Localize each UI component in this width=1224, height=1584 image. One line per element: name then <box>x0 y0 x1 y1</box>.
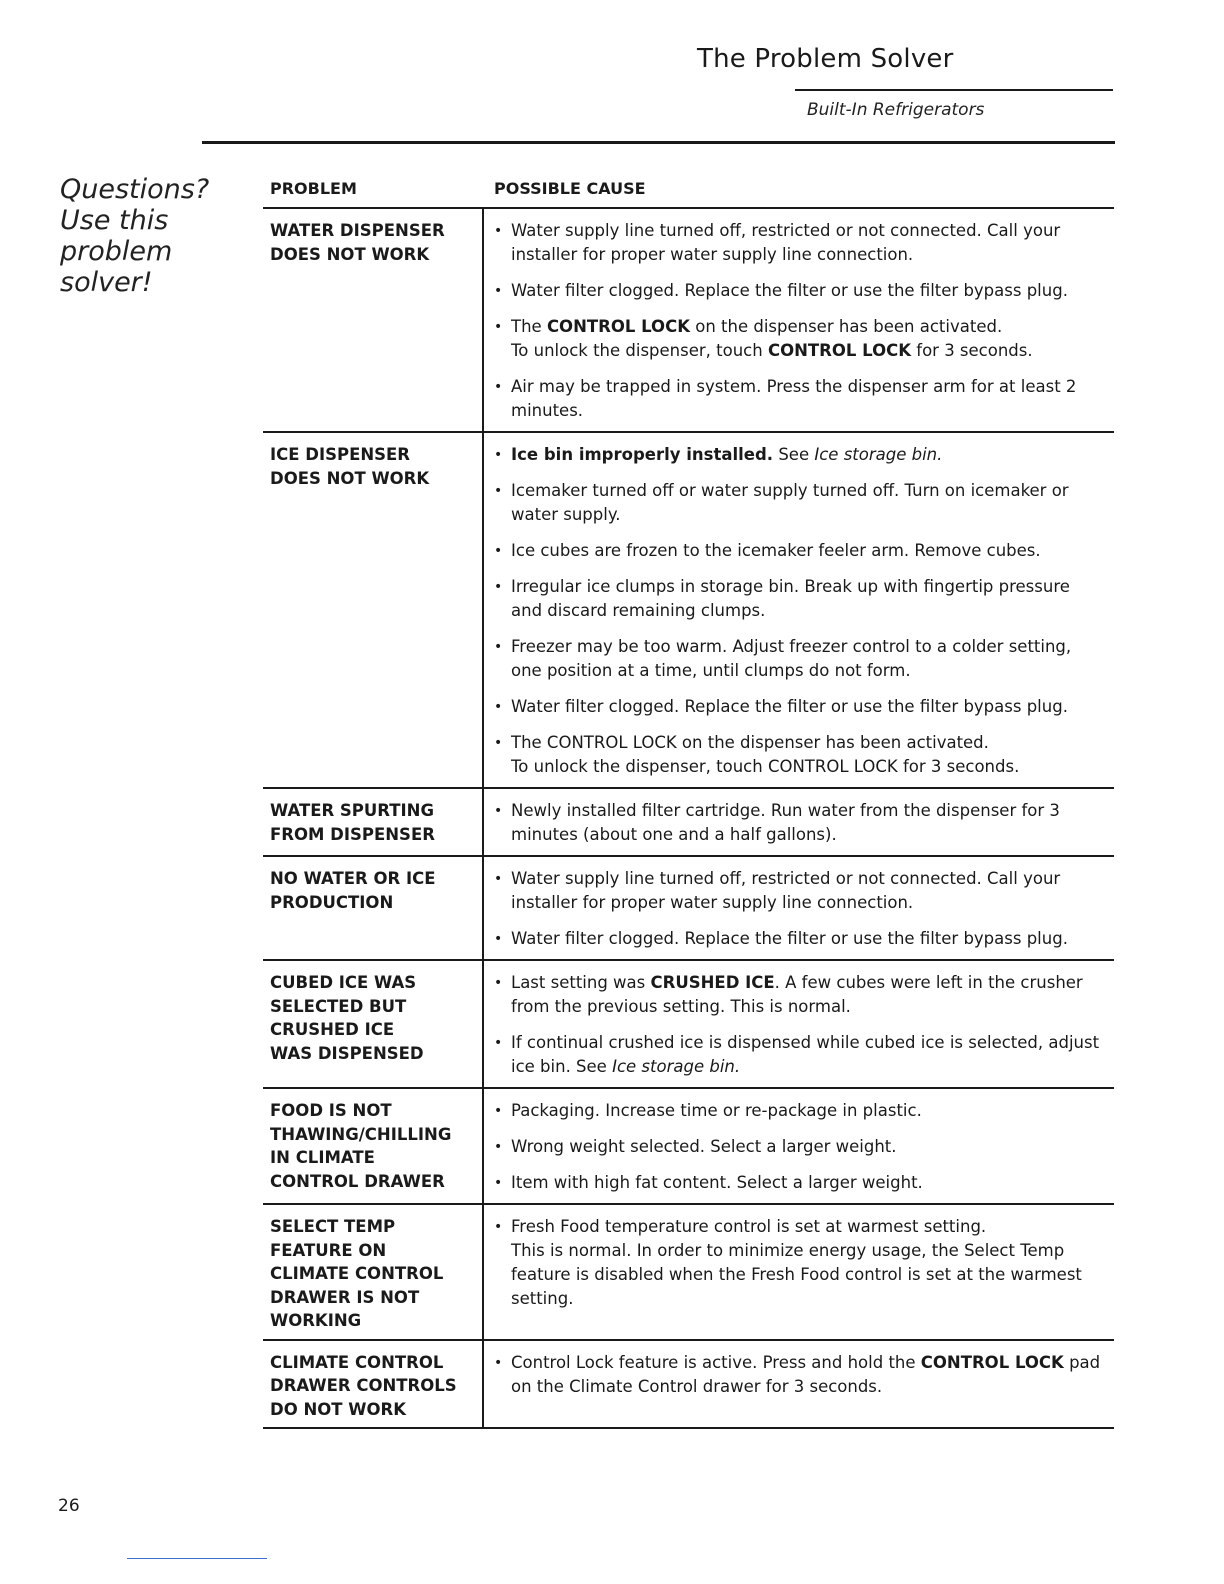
bullet-icon: • <box>494 543 503 559</box>
cause-text: To unlock the dispenser, touch CONTROL LOCK for 3 seconds. <box>511 757 1020 776</box>
problem-text: CONTROL DRAWER <box>270 1171 445 1191</box>
cause-item <box>494 315 1106 363</box>
column-header-problem: PROBLEM <box>270 179 357 198</box>
cause-cell <box>484 433 1114 787</box>
bullet-icon: • <box>494 1175 503 1191</box>
table-row <box>263 433 1114 789</box>
header-divider <box>202 141 1115 144</box>
cause-text: Air may be trapped in system. Press the dispenser arm for at least 2 minutes. <box>511 377 1077 420</box>
problem-text: FOOD IS NOT <box>270 1101 392 1120</box>
problem-text: WORKING <box>270 1311 362 1330</box>
cause-item <box>494 1215 1106 1311</box>
problem-cell <box>263 1341 484 1428</box>
cause-text: The CONTROL LOCK on the dispenser has been activated. <box>511 733 989 752</box>
cause-item <box>494 1031 1106 1079</box>
problem-cell <box>263 209 484 431</box>
cause-text: Water filter clogged. Replace the filter or use the filter bypass plug. <box>511 697 1068 716</box>
side-note <box>60 174 240 298</box>
problem-text: CRUSHED ICE <box>270 1020 395 1039</box>
cause-text: for 3 seconds. <box>911 341 1033 360</box>
cause-text: Packaging. Increase time or re-package in plastic. <box>511 1101 922 1120</box>
cause-text: Last setting was <box>511 973 651 992</box>
cause-item <box>494 479 1106 527</box>
cause-reference: Ice storage bin. <box>814 445 943 464</box>
cause-text: Wrong weight selected. Select a larger weight. <box>511 1137 897 1156</box>
cause-item <box>494 927 1106 951</box>
cause-text: . A few cubes were left in the crusher from the previous setting. This is normal. <box>511 973 1083 1016</box>
bullet-icon: • <box>494 699 503 715</box>
problem-cell <box>263 857 484 959</box>
bullet-icon: • <box>494 639 503 655</box>
cause-reference: Ice storage bin. <box>612 1057 741 1076</box>
table-row <box>263 857 1114 961</box>
cause-cell <box>484 961 1114 1087</box>
problem-text: FROM DISPENSER <box>270 824 435 844</box>
cause-text: pad on the Climate Control drawer for 3 seconds. <box>511 1352 1101 1396</box>
cause-emphasis: Ice bin improperly installed. <box>511 445 774 464</box>
cause-emphasis: CONTROL LOCK <box>920 1352 1064 1372</box>
column-header-cause: POSSIBLE CAUSE <box>494 179 646 198</box>
bullet-icon: • <box>494 1354 503 1371</box>
problem-cell <box>263 1089 484 1203</box>
cause-emphasis: CRUSHED ICE <box>650 973 775 992</box>
bullet-icon: • <box>494 379 503 395</box>
cause-cell <box>484 857 1114 959</box>
side-note-line: Use this <box>60 205 169 236</box>
side-note-line: Questions? <box>60 174 210 205</box>
cause-item <box>494 971 1106 1019</box>
cause-text: Control Lock feature is active. Press and hold the <box>511 1352 921 1372</box>
cause-item <box>494 1171 1106 1195</box>
cause-text: This is normal. In order to minimize energy usage, the Select Temp feature is disabled when the Fresh Food control is set at the warmest setting. <box>511 1241 1082 1308</box>
cause-text: If continual crushed ice is dispensed while cubed ice is selected, adjust ice bin. See <box>511 1033 1100 1076</box>
cause-item <box>494 1135 1106 1159</box>
problem-text: NO WATER OR ICE <box>270 869 436 888</box>
table-row <box>263 961 1114 1089</box>
problem-text: DRAWER IS NOT <box>270 1287 420 1307</box>
cause-item <box>494 635 1106 683</box>
cause-item <box>494 1099 1106 1123</box>
problem-text: CLIMATE CONTROL <box>270 1352 444 1372</box>
problem-text: CLIMATE CONTROL <box>270 1264 444 1283</box>
cause-item <box>494 731 1106 779</box>
table-row <box>263 1205 1114 1341</box>
bullet-icon: • <box>494 1103 503 1119</box>
table-row <box>263 1089 1114 1205</box>
problem-text: SELECT TEMP <box>270 1217 396 1236</box>
cause-item <box>494 1351 1106 1399</box>
cause-text: Water supply line turned off, restricted or not connected. Call your installer for proper water supply line connection. <box>511 869 1061 912</box>
problem-text: DOES NOT WORK <box>270 468 430 488</box>
problem-text: FEATURE ON <box>270 1240 387 1260</box>
bullet-icon: • <box>494 975 503 991</box>
problem-text: THAWING/CHILLING <box>270 1124 452 1144</box>
cause-item <box>494 695 1106 719</box>
cause-item <box>494 575 1106 623</box>
cause-cell <box>484 1089 1114 1203</box>
problem-text: PRODUCTION <box>270 892 394 912</box>
problem-text: CUBED ICE WAS <box>270 973 417 992</box>
cause-cell <box>484 1341 1114 1428</box>
cause-item <box>494 539 1106 563</box>
cause-text: Water supply line turned off, restricted or not connected. Call your installer for proper water supply line connection. <box>511 221 1061 264</box>
side-note-line: problem <box>60 236 173 267</box>
problem-cell <box>263 433 484 787</box>
cause-text: on the dispenser has been activated. <box>689 317 1003 336</box>
cause-text: Item with high fat content. Select a larger weight. <box>511 1173 923 1192</box>
cause-item <box>494 443 1106 467</box>
bullet-icon: • <box>494 735 503 751</box>
bullet-icon: • <box>494 319 503 335</box>
title-divider <box>795 89 1113 91</box>
problem-text: IN CLIMATE <box>270 1148 375 1167</box>
bullet-icon: • <box>494 871 503 887</box>
cause-text: The <box>511 317 547 336</box>
problem-solver-table <box>263 176 1114 1429</box>
cause-item <box>494 867 1106 915</box>
cause-text: Water filter clogged. Replace the filter or use the filter bypass plug. <box>511 281 1068 300</box>
side-note-line: solver! <box>60 267 153 298</box>
cause-text: Freezer may be too warm. Adjust freezer control to a colder setting, one position at a time, until clumps do not form. <box>511 637 1072 680</box>
bullet-icon: • <box>494 931 503 947</box>
cause-item <box>494 375 1106 423</box>
problem-text: WATER SPURTING <box>270 801 435 820</box>
cause-emphasis: CONTROL LOCK <box>767 341 912 360</box>
cause-text: Irregular ice clumps in storage bin. Break up with fingertip pressure and discard remaining clumps. <box>511 577 1070 620</box>
problem-text: DO NOT WORK <box>270 1399 407 1419</box>
problem-text: DRAWER CONTROLS <box>270 1376 457 1395</box>
table-body <box>263 209 1114 1429</box>
table-header <box>263 176 1114 209</box>
cause-text: To unlock the dispenser, touch <box>511 341 768 360</box>
problem-text: WATER DISPENSER <box>270 221 445 240</box>
problem-text: ICE DISPENSER <box>270 445 411 464</box>
problem-cell <box>263 789 484 855</box>
problem-cell <box>263 961 484 1087</box>
cause-text: Ice cubes are frozen to the icemaker feeler arm. Remove cubes. <box>511 541 1041 560</box>
bullet-icon: • <box>494 483 503 499</box>
bullet-icon: • <box>494 283 503 299</box>
table-row <box>263 1341 1114 1430</box>
cause-cell <box>484 1205 1114 1339</box>
cause-text: Icemaker turned off or water supply turned off. Turn on icemaker or water supply. <box>511 481 1069 524</box>
cause-cell <box>484 209 1114 431</box>
bullet-icon: • <box>494 579 503 595</box>
bullet-icon: • <box>494 803 503 819</box>
page-number: 26 <box>58 1496 80 1516</box>
table-row <box>263 789 1114 857</box>
cause-text: Water filter clogged. Replace the filter or use the filter bypass plug. <box>511 929 1068 948</box>
bullet-icon: • <box>494 1139 503 1155</box>
cause-item <box>494 799 1106 847</box>
footer-link-line <box>127 1558 267 1559</box>
bullet-icon: • <box>494 1219 503 1235</box>
cause-text: See <box>773 445 815 464</box>
problem-text: DOES NOT WORK <box>270 244 430 264</box>
bullet-icon: • <box>494 223 503 239</box>
problem-cell <box>263 1205 484 1339</box>
bullet-icon: • <box>494 1035 503 1051</box>
cause-emphasis: CONTROL LOCK <box>546 317 690 336</box>
cause-text: Newly installed filter cartridge. Run water from the dispenser for 3 minutes (about one and a half gallons). <box>511 801 1060 844</box>
bullet-icon: • <box>494 447 503 463</box>
problem-text: WAS DISPENSED <box>270 1043 424 1063</box>
page-subtitle: Built-In Refrigerators <box>807 100 985 120</box>
cause-text: Fresh Food temperature control is set at warmest setting. <box>511 1217 987 1236</box>
cause-cell <box>484 789 1114 855</box>
problem-text: SELECTED BUT <box>270 996 407 1016</box>
page-title: The Problem Solver <box>697 44 954 74</box>
table-row <box>263 209 1114 433</box>
cause-item <box>494 279 1106 303</box>
cause-item <box>494 219 1106 267</box>
